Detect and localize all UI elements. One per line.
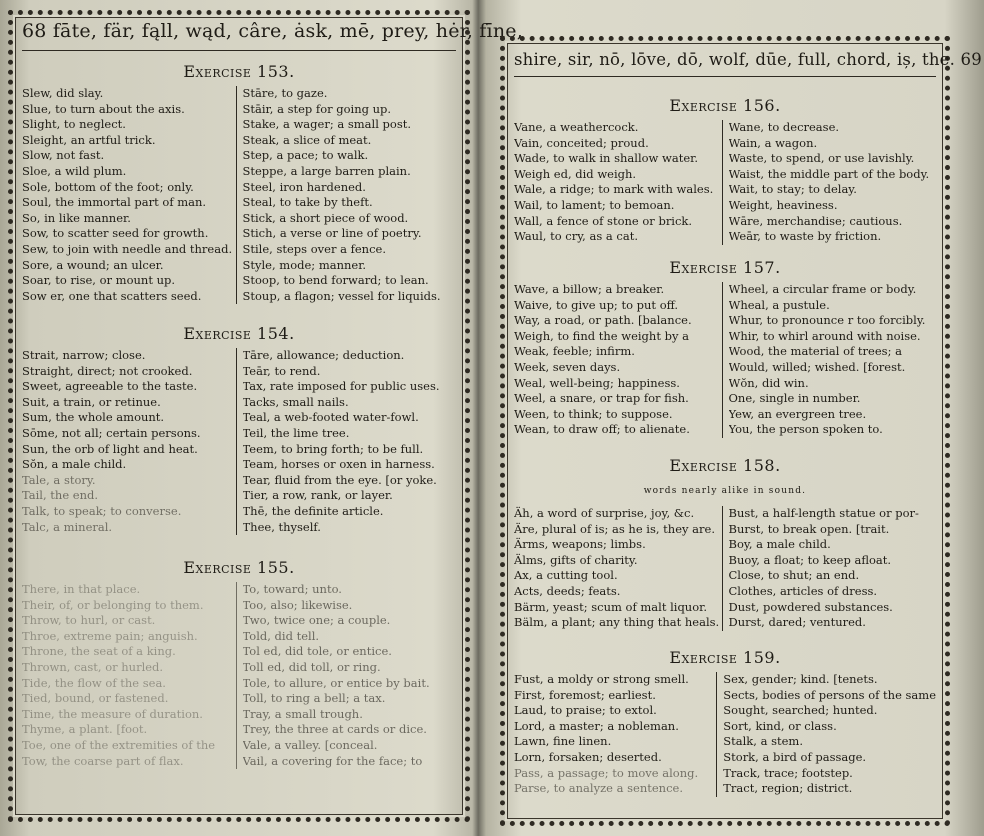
word-entry: Waist, the middle part of the body. — [728, 166, 930, 181]
word-entry: Tail, the end. — [22, 488, 99, 503]
word-entry: Laud, to praise; to extol. — [514, 703, 657, 718]
word-entry: Dust, powdered substances. — [728, 599, 893, 614]
word-entry: Trey, the three at cards or dice. — [242, 722, 427, 737]
column-right — [722, 120, 937, 245]
word-entry: Wheal, a pustule. — [728, 297, 830, 312]
word-entry: Steel, iron hardened. — [242, 179, 366, 194]
exercise-heading: Exercise 157. — [669, 258, 781, 277]
word-entry: Wave, a billow; a breaker. — [514, 282, 665, 296]
exercise-157-columns — [514, 282, 936, 438]
word-entry: Bust, a half-length statue or por- — [728, 506, 919, 520]
word-entry: Vane, a weathercock. — [514, 120, 639, 134]
exercise-heading: Exercise 159. — [669, 648, 781, 667]
word-entry: Lawn, fine linen. — [514, 734, 612, 749]
word-entry: Tāre, allowance; deduction. — [242, 348, 405, 362]
word-entry: Stoop, to bend forward; to lean. — [242, 273, 429, 288]
word-entry: Tier, a row, rank, or layer. — [242, 488, 393, 503]
exercise-heading: Exercise 156. — [669, 96, 781, 115]
word-entry: Stich, a verse or line of poetry. — [242, 226, 422, 241]
word-entry: Weak, feeble; infirm. — [514, 344, 635, 359]
word-entry: Soul, the immortal part of man. — [22, 195, 207, 210]
word-entry: Tale, a story. — [22, 472, 96, 487]
word-entry: Track, trace; footstep. — [723, 765, 853, 780]
column-left — [22, 582, 236, 769]
word-entry: Vail, a covering for the face; to — [242, 753, 423, 768]
word-entry: Tax, rate imposed for public uses. — [242, 379, 440, 394]
word-entry: Tacks, small nails. — [242, 394, 349, 409]
word-entry: Wŏn, did win. — [728, 375, 809, 390]
word-entry: Sweet, agreeable to the taste. — [22, 379, 198, 394]
word-entry: Talk, to speak; to converse. — [22, 503, 182, 518]
word-entry: Soar, to rise, or mount up. — [22, 273, 176, 288]
column-right — [236, 348, 457, 535]
word-entry: Pass, a passage; to move along. — [514, 765, 699, 780]
exercise-heading: Exercise 158. — [669, 456, 781, 475]
exercise-155-columns — [22, 582, 456, 769]
word-entry: Straight, direct; not crooked. — [22, 363, 193, 378]
word-entry: Style, mode; manner. — [242, 257, 367, 272]
word-entry: You, the person spoken to. — [728, 422, 883, 437]
left-page — [8, 10, 523, 822]
word-entry: Suit, a train, or retinue. — [22, 394, 161, 409]
exercise-subheading: words nearly alike in sound. — [643, 486, 807, 496]
word-entry: Toll ed, did toll, or ring. — [242, 659, 381, 674]
word-entry: Wain, a wagon. — [728, 135, 818, 150]
word-entry: Team, horses or oxen in harness. — [242, 457, 435, 472]
word-entry: Teal, a web-footed water-fowl. — [242, 410, 419, 425]
word-entry: Acts, deeds; feats. — [514, 583, 621, 598]
word-entry: Throw, to hurl, or cast. — [22, 613, 156, 628]
word-entry: Wane, to decrease. — [728, 120, 840, 134]
word-entry: Sort, kind, or class. — [723, 718, 837, 733]
word-entry: Thrown, cast, or hurled. — [22, 659, 164, 674]
word-entry: One, single in number. — [728, 391, 861, 406]
word-entry: Wade, to walk in shallow water. — [514, 151, 699, 166]
exercise-153-columns — [22, 86, 456, 304]
word-entry: Sloe, a wild plum. — [22, 163, 127, 178]
word-entry: Bärm, yeast; scum of malt liquor. — [514, 599, 708, 614]
word-entry: Wale, a ridge; to mark with wales. — [514, 182, 714, 197]
word-entry: Burst, to break open. [trait. — [728, 521, 890, 536]
exercise-heading: Exercise 154. — [183, 324, 295, 343]
word-entry: Told, did tell. — [242, 628, 320, 643]
word-entry: Stake, a wager; a small post. — [242, 117, 411, 132]
word-entry: Vale, a valley. [conceal. — [242, 737, 378, 752]
word-entry: Steal, to take by theft. — [242, 195, 373, 210]
word-entry: Sum, the whole amount. — [22, 410, 165, 425]
word-entry: Whir, to whirl around with noise. — [728, 328, 921, 343]
exercise-159-columns — [514, 672, 936, 797]
word-entry: Teār, to rend. — [242, 363, 321, 378]
column-left — [514, 120, 722, 245]
word-entry: Close, to shut; an end. — [728, 568, 860, 583]
word-entry: Tied, bound, or fastened. — [22, 691, 169, 706]
column-left — [22, 348, 236, 535]
column-right — [722, 282, 937, 438]
word-entry: Wood, the material of trees; a — [728, 344, 902, 359]
header-rule — [22, 50, 456, 51]
word-entry: Lorn, forsaken; deserted. — [514, 749, 662, 764]
word-entry: Stile, steps over a fence. — [242, 241, 386, 256]
word-entry: Weel, a snare, or trap for fish. — [514, 391, 689, 406]
word-entry: Too, also; likewise. — [242, 597, 353, 612]
header-rule — [514, 76, 936, 77]
word-entry: Tract, region; district. — [723, 781, 853, 796]
word-entry: Weight, heaviness. — [728, 197, 838, 212]
word-entry: Stāre, to gaze. — [242, 86, 328, 100]
word-entry: Tole, to allure, or entice by bait. — [242, 675, 430, 690]
word-entry: Talc, a mineral. — [22, 519, 113, 534]
word-entry: Sought, searched; hunted. — [723, 703, 878, 718]
word-entry: Wāre, merchandise; cautious. — [728, 213, 903, 228]
word-entry: Älms, gifts of charity. — [514, 552, 638, 567]
word-entry: Ween, to think; to suppose. — [514, 406, 673, 421]
word-entry: Slight, to neglect. — [22, 117, 126, 132]
word-entry: Tide, the flow of the sea. — [22, 675, 166, 690]
word-entry: Teem, to bring forth; to be full. — [242, 441, 424, 456]
word-entry: Wean, to draw off; to alienate. — [514, 422, 690, 437]
word-entry: Slew, did slay. — [22, 86, 104, 100]
word-entry: Step, a pace; to walk. — [242, 148, 369, 163]
word-entry: Teil, the lime tree. — [242, 425, 350, 440]
word-entry: So, in like manner. — [22, 210, 131, 225]
word-entry: Durst, dared; ventured. — [728, 615, 866, 630]
word-entry: Throe, extreme pain; anguish. — [22, 628, 198, 643]
word-entry: Stoup, a flagon; vessel for liquids. — [242, 288, 441, 303]
word-entry: To, toward; unto. — [242, 582, 342, 596]
word-entry: Buoy, a float; to keep afloat. — [728, 552, 892, 567]
word-entry: Sole, bottom of the foot; only. — [22, 179, 194, 194]
word-entry: Toe, one of the extremities of the — [22, 737, 216, 752]
word-entry: Lord, a master; a nobleman. — [514, 718, 679, 733]
word-entry: Parse, to analyze a sentence. — [514, 781, 683, 796]
word-entry: Tray, a small trough. — [242, 706, 363, 721]
exercise-heading: Exercise 153. — [183, 62, 295, 81]
word-entry: Wheel, a circular frame or body. — [728, 282, 917, 296]
word-entry: Week, seven days. — [514, 359, 621, 374]
word-entry: Their, of, or belonging to them. — [22, 597, 204, 612]
word-entry: Yew, an evergreen tree. — [728, 406, 867, 421]
word-entry: Sow er, one that scatters seed. — [22, 288, 202, 303]
word-entry: Sleight, an artful trick. — [22, 132, 156, 147]
word-entry: Waul, to cry, as a cat. — [514, 229, 638, 244]
word-entry: Thyme, a plant. [foot. — [22, 722, 148, 737]
word-entry: Fust, a moldy or strong smell. — [514, 672, 689, 686]
word-entry: Vain, conceited; proud. — [514, 135, 649, 150]
word-entry: First, foremost; earliest. — [514, 687, 656, 702]
right-page — [500, 36, 982, 826]
word-entry: Sow, to scatter seed for growth. — [22, 226, 209, 241]
exercise-heading: Exercise 155. — [183, 558, 295, 577]
word-entry: Stāir, a step for going up. — [242, 101, 392, 116]
word-entry: Sun, the orb of light and heat. — [22, 441, 198, 456]
exercise-158-columns — [514, 506, 936, 631]
word-entry: Slow, not fast. — [22, 148, 105, 163]
word-entry: Steppe, a large barren plain. — [242, 163, 411, 178]
column-right — [716, 672, 936, 797]
word-entry: Ax, a cutting tool. — [514, 568, 618, 583]
word-entry: Wall, a fence of stone or brick. — [514, 213, 693, 228]
word-entry: There, in that place. — [22, 582, 141, 596]
word-entry: Waive, to give up; to put off. — [514, 297, 679, 312]
word-entry: Sŏn, a male child. — [22, 457, 127, 472]
word-entry: Weigh, to find the weight by a — [514, 328, 689, 343]
word-entry: Throne, the seat of a king. — [22, 644, 176, 659]
column-right — [722, 506, 937, 631]
word-entry: Clothes, articles of dress. — [728, 583, 878, 598]
word-entry: Wait, to stay; to delay. — [728, 182, 857, 197]
word-entry: Bälm, a plant; any thing that heals. — [514, 615, 720, 630]
word-entry: Weār, to waste by friction. — [728, 229, 882, 244]
page-header: 68 fāte, fär, fąll, wąd, câre, ȧsk, mē, prey, hėr, fīne, — [22, 20, 523, 42]
page-header: shire, sir, nō, lōve, dō, wolf, dūe, full, chord, iș, the. 69 — [514, 50, 982, 69]
word-entry: Äh, a word of surprise, joy, &c. — [514, 506, 695, 520]
word-entry: Toll, to ring a bell; a tax. — [242, 691, 386, 706]
word-entry: Sex, gender; kind. [tenets. — [723, 672, 878, 686]
word-entry: Way, a road, or path. [balance. — [514, 313, 692, 328]
exercise-154-columns — [22, 348, 456, 535]
word-entry: Sects, bodies of persons of the same — [723, 687, 936, 702]
word-entry: Sore, a wound; an ulcer. — [22, 257, 164, 272]
column-left — [514, 672, 716, 797]
word-entry: Stick, a short piece of wood. — [242, 210, 409, 225]
word-entry: Whur, to pronounce r too forcibly. — [728, 313, 926, 328]
word-entry: Strait, narrow; close. — [22, 348, 146, 362]
word-entry: Waste, to spend, or use lavishly. — [728, 151, 915, 166]
word-entry: Ärms, weapons; limbs. — [514, 537, 646, 552]
word-entry: Thee, thyself. — [242, 519, 321, 534]
word-entry: Tol ed, did tole, or entice. — [242, 644, 392, 659]
column-right — [236, 86, 457, 304]
word-entry: Weal, well-being; happiness. — [514, 375, 680, 390]
word-entry: Slue, to turn about the axis. — [22, 101, 185, 116]
word-entry: Tow, the coarse part of flax. — [22, 753, 184, 768]
word-entry: Time, the measure of duration. — [22, 706, 203, 721]
word-entry: Two, twice one; a couple. — [242, 613, 391, 628]
word-entry: Stork, a bird of passage. — [723, 749, 867, 764]
word-entry: Wail, to lament; to bemoan. — [514, 197, 675, 212]
column-left — [514, 506, 722, 631]
word-entry: Sōme, not all; certain persons. — [22, 425, 201, 440]
word-entry: Sew, to join with needle and thread. — [22, 241, 233, 256]
column-right — [236, 582, 457, 769]
column-left — [514, 282, 722, 438]
word-entry: Weigh ed, did weigh. — [514, 166, 637, 181]
word-entry: Boy, a male child. — [728, 537, 831, 552]
word-entry: Thē, the definite article. — [242, 503, 384, 518]
exercise-156-columns — [514, 120, 936, 245]
word-entry: Tear, fluid from the eye. [or yoke. — [242, 472, 437, 487]
word-entry: Steak, a slice of meat. — [242, 132, 372, 147]
word-entry: Would, willed; wished. [forest. — [728, 359, 906, 374]
column-left — [22, 86, 236, 304]
word-entry: Äre, plural of is; as he is, they are. — [514, 521, 715, 536]
word-entry: Stalk, a stem. — [723, 734, 803, 749]
